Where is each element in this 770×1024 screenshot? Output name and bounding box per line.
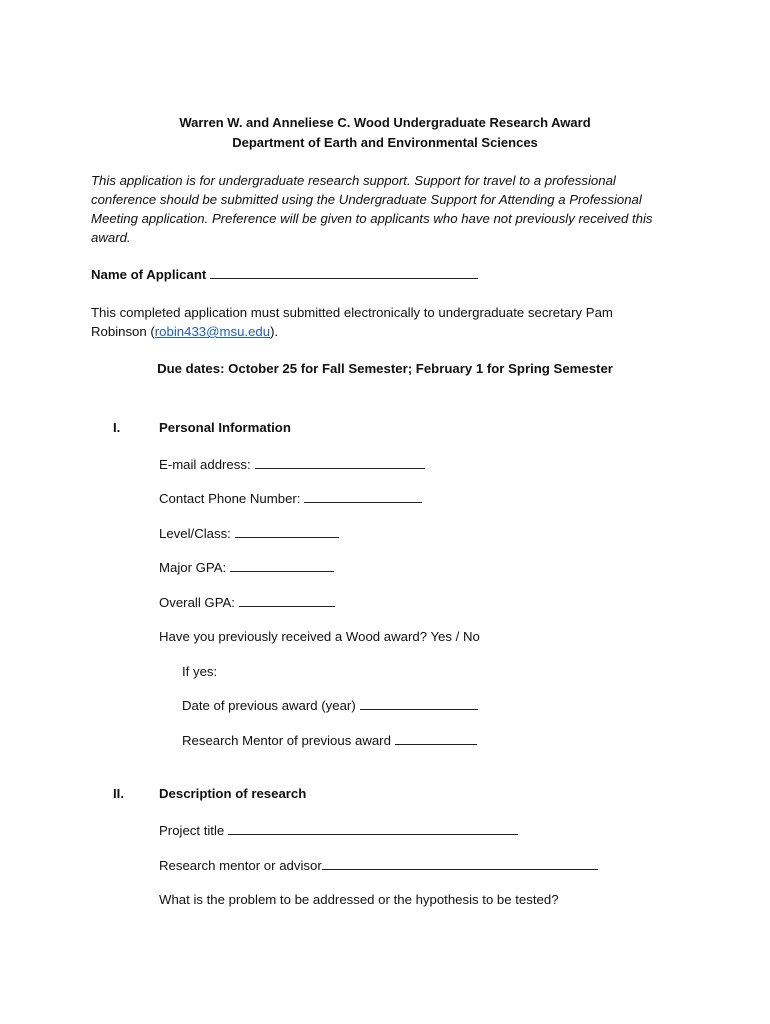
email-label: E-mail address:	[159, 457, 251, 472]
applicant-name-row	[91, 265, 478, 284]
previous-mentor-row	[182, 731, 477, 750]
submission-text-line2	[91, 322, 278, 341]
applicant-name-label: Name of Applicant	[91, 267, 207, 282]
level-row	[159, 524, 339, 543]
project-title-row	[159, 821, 518, 840]
overall-gpa-label: Overall GPA:	[159, 595, 235, 610]
due-dates: Due dates: October 25 for Fall Semester; February 1 for Spring Semester	[157, 361, 613, 376]
previous-date-label: Date of previous award (year)	[182, 698, 356, 713]
previous-mentor-label: Research Mentor of previous award	[182, 733, 391, 748]
major-gpa-row	[159, 558, 334, 577]
project-title-field[interactable]	[228, 821, 518, 835]
form-title: Warren W. and Anneliese C. Wood Undergraduate Research Award	[179, 115, 591, 130]
research-mentor-row	[159, 856, 598, 875]
secretary-email-link[interactable]: robin433@msu.edu	[154, 324, 271, 339]
overall-gpa-row	[159, 593, 335, 612]
research-problem-question: What is the problem to be addressed or the hypothesis to be tested?	[159, 892, 559, 907]
project-title-label: Project title	[159, 823, 225, 838]
level-field[interactable]	[235, 524, 339, 538]
section2-heading: Description of research	[159, 786, 307, 801]
major-gpa-field[interactable]	[230, 558, 334, 572]
research-mentor-label: Research mentor or advisor	[159, 858, 322, 873]
section1-heading: Personal Information	[159, 420, 291, 435]
phone-field[interactable]	[304, 489, 422, 503]
previous-date-field[interactable]	[360, 696, 478, 710]
phone-row	[159, 489, 422, 508]
overall-gpa-field[interactable]	[239, 593, 335, 607]
section1-numeral: I.	[113, 420, 121, 435]
previous-award-question[interactable]: Have you previously received a Wood award? Yes / No	[159, 629, 480, 644]
phone-label: Contact Phone Number:	[159, 491, 301, 506]
department-subtitle: Department of Earth and Environmental Sciences	[232, 135, 538, 150]
submission-text-line1: This completed application must submitted electronically to undergraduate secretary Pam	[91, 305, 613, 320]
email-field[interactable]	[255, 455, 425, 469]
section2-numeral: II.	[113, 786, 124, 801]
previous-date-row	[182, 696, 478, 715]
submission-text-end: ).	[270, 324, 279, 339]
email-row	[159, 455, 425, 474]
level-label: Level/Class:	[159, 526, 231, 541]
research-mentor-field[interactable]	[322, 856, 598, 870]
major-gpa-label: Major GPA:	[159, 560, 227, 575]
previous-mentor-field[interactable]	[395, 731, 477, 745]
intro-paragraph: This application is for undergraduate research support. Support for travel to a professional conference should be submitted using the Undergraduate Support for Attending a Professional Meeting application. Preference will be given to applicants who have not previously received this award.	[91, 173, 653, 245]
applicant-name-field[interactable]	[210, 265, 478, 279]
submission-text-start: Robinson (	[91, 324, 155, 339]
if-yes-label: If yes:	[182, 664, 218, 679]
